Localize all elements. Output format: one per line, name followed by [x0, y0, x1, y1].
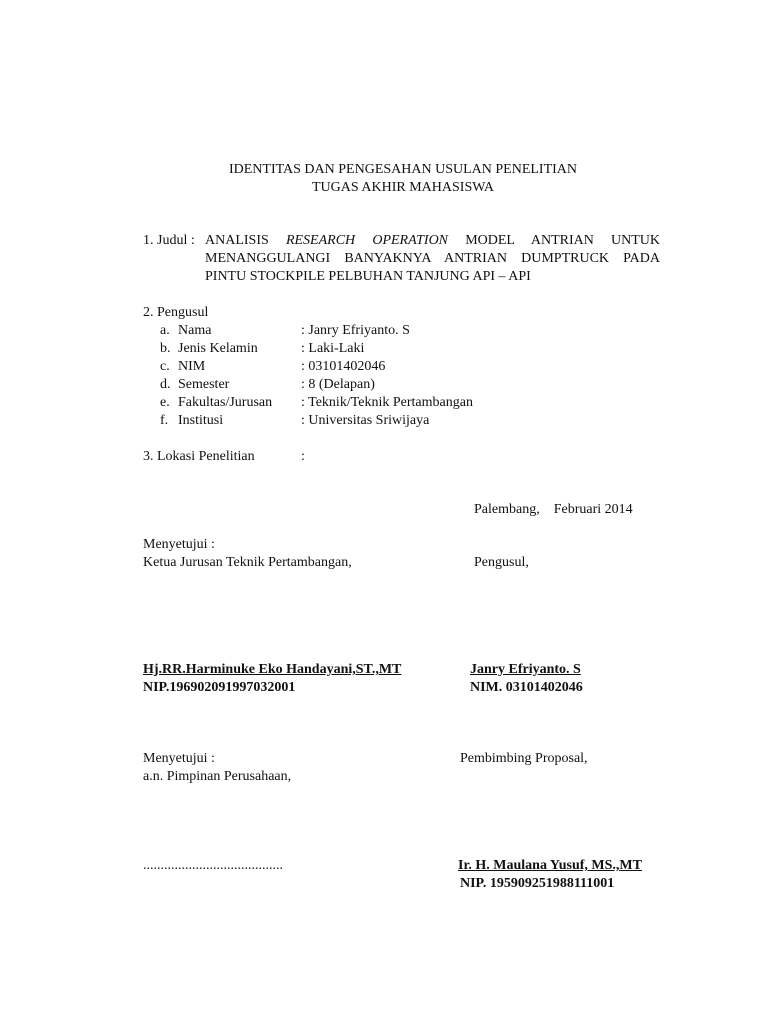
menyetujui-label-1: Menyetujui : [143, 537, 215, 552]
pengusul-item-value: : Janry Efriyanto. S [301, 323, 410, 338]
pengusul-item-label: NIM [178, 359, 206, 374]
pimpinan-perusahaan-role: a.n. Pimpinan Perusahaan, [143, 769, 292, 784]
document-title-line1: IDENTITAS DAN PENGESAHAN USULAN PENELITIAN [228, 162, 578, 177]
document-title-line2: TUGAS AKHIR MAHASISWA [311, 180, 494, 195]
judul-line-1 [205, 232, 660, 250]
pengusul-item-label: Institusi [178, 413, 224, 428]
judul-line-1-italic: RESEARCH OPERATION [285, 233, 449, 248]
pengusul-item-value: : Laki-Laki [301, 341, 365, 356]
pengusul-item-value: : 03101402046 [301, 359, 386, 374]
pengusul-item-label: Semester [178, 377, 230, 392]
pembimbing-nip: NIP. 195909251988111001 [460, 876, 615, 891]
lokasi-label: 3. Lokasi Penelitian [143, 449, 255, 464]
pengusul-item-letter: a. [160, 323, 170, 338]
ketua-jurusan-role: Ketua Jurusan Teknik Pertambangan, [143, 555, 352, 570]
pengusul-item-value: : 8 (Delapan) [301, 377, 375, 392]
place-date: Palembang, Februari 2014 [474, 502, 633, 517]
pengusul-item-letter: d. [160, 377, 171, 392]
judul-line-2: MENANGGULANGI BANYAKNYA ANTRIAN DUMPTRUCK PADA [205, 251, 660, 266]
pengusul-item-label: Fakultas/Jurusan [178, 395, 273, 410]
pengusul-item-letter: f. [160, 413, 169, 428]
pengusul-item-letter: e. [160, 395, 170, 410]
pengusul-role: Pengusul, [474, 555, 529, 570]
signature-blank: ........................................ [143, 858, 283, 873]
lokasi-value: : [301, 449, 305, 464]
pengusul-item-label: Jenis Kelamin [178, 341, 258, 356]
pengusul-item-letter: b. [160, 341, 171, 356]
judul-text [205, 232, 660, 286]
pembimbing-role: Pembimbing Proposal, [460, 751, 588, 766]
ketua-jurusan-name: Hj.RR.Harminuke Eko Handayani,ST.,MT [143, 662, 402, 677]
judul-label: 1. Judul : [143, 233, 195, 248]
pengusul-item-value: : Universitas Sriwijaya [301, 413, 430, 428]
ketua-jurusan-nip: NIP.196902091997032001 [143, 680, 296, 695]
menyetujui-label-2: Menyetujui : [143, 751, 215, 766]
judul-line-1-c: MODEL ANTRIAN UNTUK [448, 233, 661, 248]
judul-line-1-a: ANALISIS [205, 233, 286, 248]
pengusul-item-letter: c. [160, 359, 170, 374]
pengusul-item-label: Nama [178, 323, 212, 338]
pengusul-heading: 2. Pengusul [143, 305, 209, 320]
judul-line-3: PINTU STOCKPILE PELBUHAN TANJUNG API – API [205, 269, 531, 284]
pembimbing-name: Ir. H. Maulana Yusuf, MS.,MT [458, 858, 642, 873]
pengusul-name: Janry Efriyanto. S [470, 662, 581, 677]
pengusul-item-value: : Teknik/Teknik Pertambangan [301, 395, 473, 410]
pengusul-nim: NIM. 03101402046 [470, 680, 583, 695]
